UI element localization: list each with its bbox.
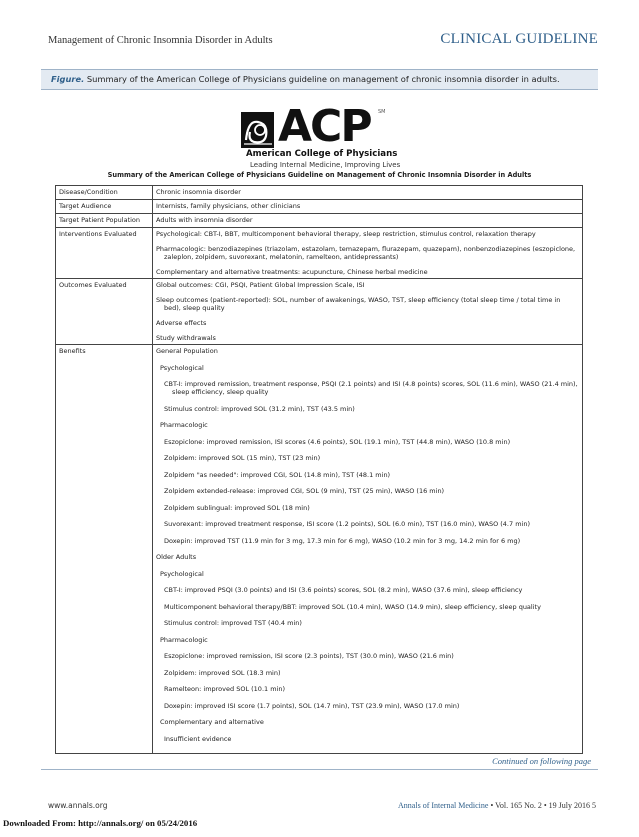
benefit-item: Zolpidem sublingual: improved SOL (18 min) bbox=[164, 503, 310, 512]
row-label: Outcomes Evaluated bbox=[56, 279, 153, 344]
benefit-item: Doxepin: improved TST (11.9 min for 3 mg, 17.3 min for 6 mg), WASO (10.2 min for 3 mg, 14.2 min for 6 mg) bbox=[164, 536, 521, 545]
footer-citation bbox=[398, 801, 596, 810]
benefit-category: Psychological bbox=[160, 363, 204, 372]
benefit-item: Insufficient evidence bbox=[164, 734, 232, 743]
organization-name: American College of Physicians bbox=[246, 149, 398, 159]
row-label: Target Audience bbox=[56, 200, 153, 213]
table-title: Summary of the American College of Physicians Guideline on Management of Chronic Insomnia Disorder in Adults bbox=[107, 171, 532, 179]
footer-website[interactable]: www.annals.org bbox=[48, 801, 108, 810]
benefit-category: Pharmacologic bbox=[160, 421, 208, 429]
row-label: Benefits bbox=[56, 345, 153, 753]
intervention-item: Complementary and alternative treatments: acupuncture, Chinese herbal medicine bbox=[156, 268, 428, 276]
benefit-item: Ramelteon: improved SOL (10.1 min) bbox=[164, 685, 285, 693]
benefit-category: Psychological bbox=[160, 569, 204, 578]
benefit-item: Eszopiclone: improved remission, ISI scores (4.6 points), SOL (19.1 min), TST (44.8 min), WASO (10.8 min) bbox=[164, 437, 511, 446]
acp-wordmark: ACP bbox=[278, 101, 371, 152]
row-benefits bbox=[56, 345, 582, 753]
continued-note: Continued on following page bbox=[492, 756, 591, 766]
row-label: Disease/Condition bbox=[56, 186, 153, 199]
benefit-category: Pharmacologic bbox=[160, 635, 208, 644]
row-label: Interventions Evaluated bbox=[56, 228, 153, 278]
journal-name: Annals of Internal Medicine bbox=[398, 801, 489, 810]
service-mark: SM bbox=[378, 109, 386, 115]
organization-tagline: Leading Internal Medicine, Improving Lives bbox=[250, 161, 401, 169]
benefit-item: Zolpidem: improved SOL (15 min), TST (23 min) bbox=[164, 454, 321, 462]
figure-caption-text: Summary of the American College of Physicians guideline on management of chronic insomnia disorder in adults. bbox=[84, 74, 560, 84]
benefit-item: Zolpidem extended-release: improved CGI, SOL (9 min), TST (25 min), WASO (16 min) bbox=[164, 487, 445, 495]
figure-caption bbox=[41, 69, 598, 90]
benefit-item: Stimulus control: improved SOL (31.2 min), TST (43.5 min) bbox=[164, 404, 355, 413]
benefit-item: Doxepin: improved ISI score (1.7 points), SOL (14.7 min), TST (23.9 min), WASO (17.0 min) bbox=[164, 701, 460, 710]
intervention-item: Pharmacologic: benzodiazepines (triazolam, estazolam, temazepam, flurazepam, quazepam), nonbenzodiazepines (eszopiclone, zaleplon, zolpidem, suvorexant, melatonin, ramelteon, antidepressants) bbox=[156, 245, 576, 261]
running-head bbox=[48, 31, 598, 51]
section-label: CLINICAL GUIDELINE bbox=[440, 31, 598, 47]
row-value: Internists, family physicians, other clinicians bbox=[156, 202, 301, 210]
row-outcomes bbox=[56, 279, 582, 345]
outcome-item: Global outcomes: CGI, PSQI, Patient Global Impression Scale, ISI bbox=[156, 281, 365, 289]
benefit-category: Complementary and alternative bbox=[160, 718, 264, 726]
benefit-group-heading: General Population bbox=[156, 347, 218, 355]
benefit-item: CBT-I: improved remission, treatment response, PSQI (2.1 points) and ISI (4.8 points) scores, SOL (11.6 min), WASO (21.4 min), sleep efficiency, sleep quality bbox=[164, 380, 578, 396]
download-note: Downloaded From: http://annals.org/ on 05/24/2016 bbox=[3, 818, 198, 828]
bottom-rule bbox=[41, 769, 598, 770]
benefit-item: Multicomponent behavioral therapy/BBT: improved SOL (10.4 min), WASO (14.9 min), sleep efficiency, sleep quality bbox=[164, 602, 541, 611]
figure-label: Figure. bbox=[51, 74, 85, 84]
row-value bbox=[153, 279, 582, 344]
row-label: Target Patient Population bbox=[56, 214, 153, 227]
row-value: Adults with insomnia disorder bbox=[156, 216, 253, 224]
outcome-item: Sleep outcomes (patient-reported): SOL, number of awakenings, WASO, TST, sleep efficiency (total sleep time / total time in bed), sleep quality bbox=[156, 296, 561, 312]
row-value: Chronic insomnia disorder bbox=[156, 188, 241, 196]
outcome-item: Adverse effects bbox=[156, 319, 207, 327]
acp-emblem-icon bbox=[240, 110, 276, 150]
benefit-item: Stimulus control: improved TST (40.4 min) bbox=[164, 619, 302, 627]
benefit-group-heading: Older Adults bbox=[156, 553, 197, 561]
benefit-item: Eszopiclone: improved remission, ISI score (2.3 points), TST (30.0 min), WASO (21.6 min) bbox=[164, 652, 454, 660]
summary-table bbox=[55, 185, 583, 754]
row-audience bbox=[56, 200, 582, 214]
running-title: Management of Chronic Insomnia Disorder in Adults bbox=[48, 35, 273, 46]
benefit-item: Suvorexant: improved treatment response, ISI score (1.2 points), SOL (6.0 min), TST (16.0 min), WASO (4.7 min) bbox=[164, 520, 530, 528]
outcome-item: Study withdrawals bbox=[156, 334, 216, 342]
benefit-item: Zolpidem "as needed": improved CGI, SOL (14.8 min), TST (48.1 min) bbox=[164, 470, 391, 479]
row-disease bbox=[56, 186, 582, 200]
citation-text: • Vol. 165 No. 2 • 19 July 2016 5 bbox=[488, 801, 596, 810]
row-value bbox=[153, 345, 582, 753]
acp-logo bbox=[240, 101, 401, 175]
intervention-item: Psychological: CBT-I, BBT, multicomponent behavioral therapy, sleep restriction, stimulus control, relaxation therapy bbox=[156, 230, 536, 238]
benefit-item: Zolpidem: improved SOL (18.3 min) bbox=[164, 668, 281, 677]
row-population bbox=[56, 214, 582, 228]
row-interventions bbox=[56, 228, 582, 279]
benefit-item: CBT-I: improved PSQI (3.0 points) and ISI (3.6 points) scores, SOL (8.2 min), WASO (37.6 min), sleep efficiency bbox=[164, 586, 523, 594]
row-value bbox=[153, 228, 582, 278]
